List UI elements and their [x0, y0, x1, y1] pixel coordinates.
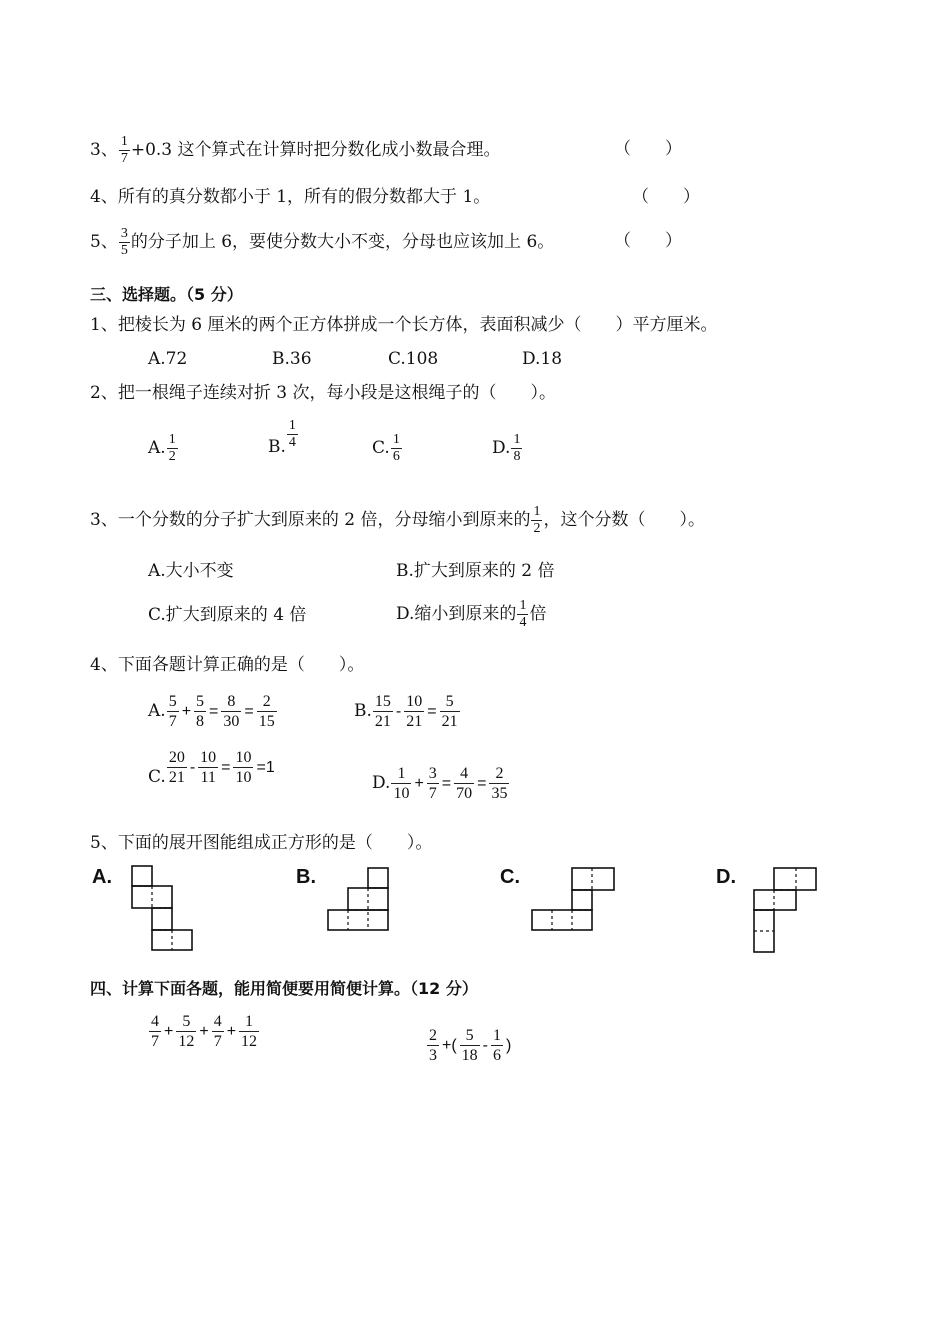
net-label-b[interactable]: B. — [296, 866, 316, 888]
option-a[interactable]: A. $\frac{1}{2}$ — [148, 432, 176, 464]
mc-question-5: 5、下面的展开图能组成正方形的是（ ）。 — [90, 833, 433, 853]
option-b[interactable]: B. $\frac{15}{21}$ - $\frac{10}{21}$ = $\frac{5}{21}$ — [354, 693, 458, 730]
option-c[interactable]: C. $\frac{1}{6}$ — [372, 432, 400, 464]
option-d[interactable]: D. $\frac{1}{8}$ — [492, 432, 521, 464]
mc-question-1: 1、把棱长为 6 厘米的两个正方体拼成一个长方体，表面积减少（ ）平方厘米。 — [90, 315, 718, 335]
option-d[interactable]: D. $\frac{1}{10}$ + $\frac{3}{7}$ = $\frac{4}{70}$ = $\frac{2}{35}$ — [372, 765, 508, 802]
answer-paren[interactable]: （ ） — [632, 187, 700, 207]
mc-question-4: 4、下面各题计算正确的是（ ）。 — [90, 655, 365, 675]
answer-paren[interactable]: （ ） — [614, 139, 682, 159]
calc-expression-1: $\frac{4}{7}$ + $\frac{5}{12}$ + $\frac{4}{7}$ + $\frac{1}{12}$ — [151, 1013, 258, 1050]
question-text: 的分子加上 6，要使分数大小不变，分母也应该加上 6。 — [130, 232, 555, 252]
tf-question-3 — [90, 134, 501, 167]
cube-net-c-diagram — [530, 866, 620, 934]
option-a[interactable]: A.大小不变 — [148, 561, 234, 581]
section-title: 四、计算下面各题，能用简便要用简便计算。（12 分） — [90, 979, 478, 998]
option-d[interactable]: D.缩小到原来的 $\frac{1}{4}$ 倍 — [396, 598, 547, 630]
calc-expression-2: $\frac{2}{3}$ +( $\frac{5}{18}$ - $\frac{1}{6}$ ) — [429, 1027, 512, 1064]
question-number: 4、 — [90, 187, 118, 207]
answer-paren[interactable]: （ ） — [614, 231, 682, 251]
cube-net-b-diagram — [326, 866, 392, 934]
mc-question-2: 2、把一根绳子连续对折 3 次，每小段是这根绳子的（ ）。 — [90, 383, 556, 403]
option-b[interactable]: B.扩大到原来的 2 倍 — [396, 561, 555, 581]
option-a[interactable]: A. $\frac{5}{7}$ + $\frac{5}{8}$ = $\frac{8}{30}$ = $\frac{2}{15}$ — [148, 693, 275, 730]
cube-net-a-diagram — [128, 864, 196, 954]
question-number: 3、 — [90, 140, 118, 160]
mc-question-3: 3、一个分数的分子扩大到原来的 2 倍，分母缩小到原来的 $\frac{1}{2}$ ，这个分数（ ）。 — [90, 504, 705, 536]
option-c[interactable]: C. $\frac{20}{21}$ - $\frac{10}{11}$ = $\frac{10}{10}$ =1 — [148, 749, 275, 787]
option-b[interactable]: B. $\frac{1}{4}$ — [268, 418, 296, 457]
fraction: $\frac{3}{5}$ — [120, 226, 128, 258]
question-text: +0.3 这个算式在计算时把分数化成小数最合理。 — [130, 140, 501, 160]
option-c[interactable]: C.扩大到原来的 4 倍 — [148, 605, 307, 625]
option-b[interactable]: B.36 — [272, 349, 312, 369]
question-number: 5、 — [90, 232, 118, 252]
net-label-a[interactable]: A. — [92, 866, 112, 888]
section-title: 三、选择题。（5 分） — [90, 285, 243, 304]
option-a[interactable]: A.72 — [148, 349, 188, 369]
option-c[interactable]: C.108 — [388, 349, 439, 369]
fraction: $\frac{1}{7}$ — [120, 134, 128, 166]
tf-question-4 — [90, 186, 490, 208]
net-label-d[interactable]: D. — [716, 866, 736, 888]
tf-question-5 — [90, 226, 554, 259]
option-d[interactable]: D.18 — [522, 349, 563, 369]
cube-net-d-diagram — [752, 866, 822, 956]
net-label-c[interactable]: C. — [500, 866, 520, 888]
question-text: 所有的真分数都小于 1，所有的假分数都大于 1。 — [117, 187, 491, 207]
